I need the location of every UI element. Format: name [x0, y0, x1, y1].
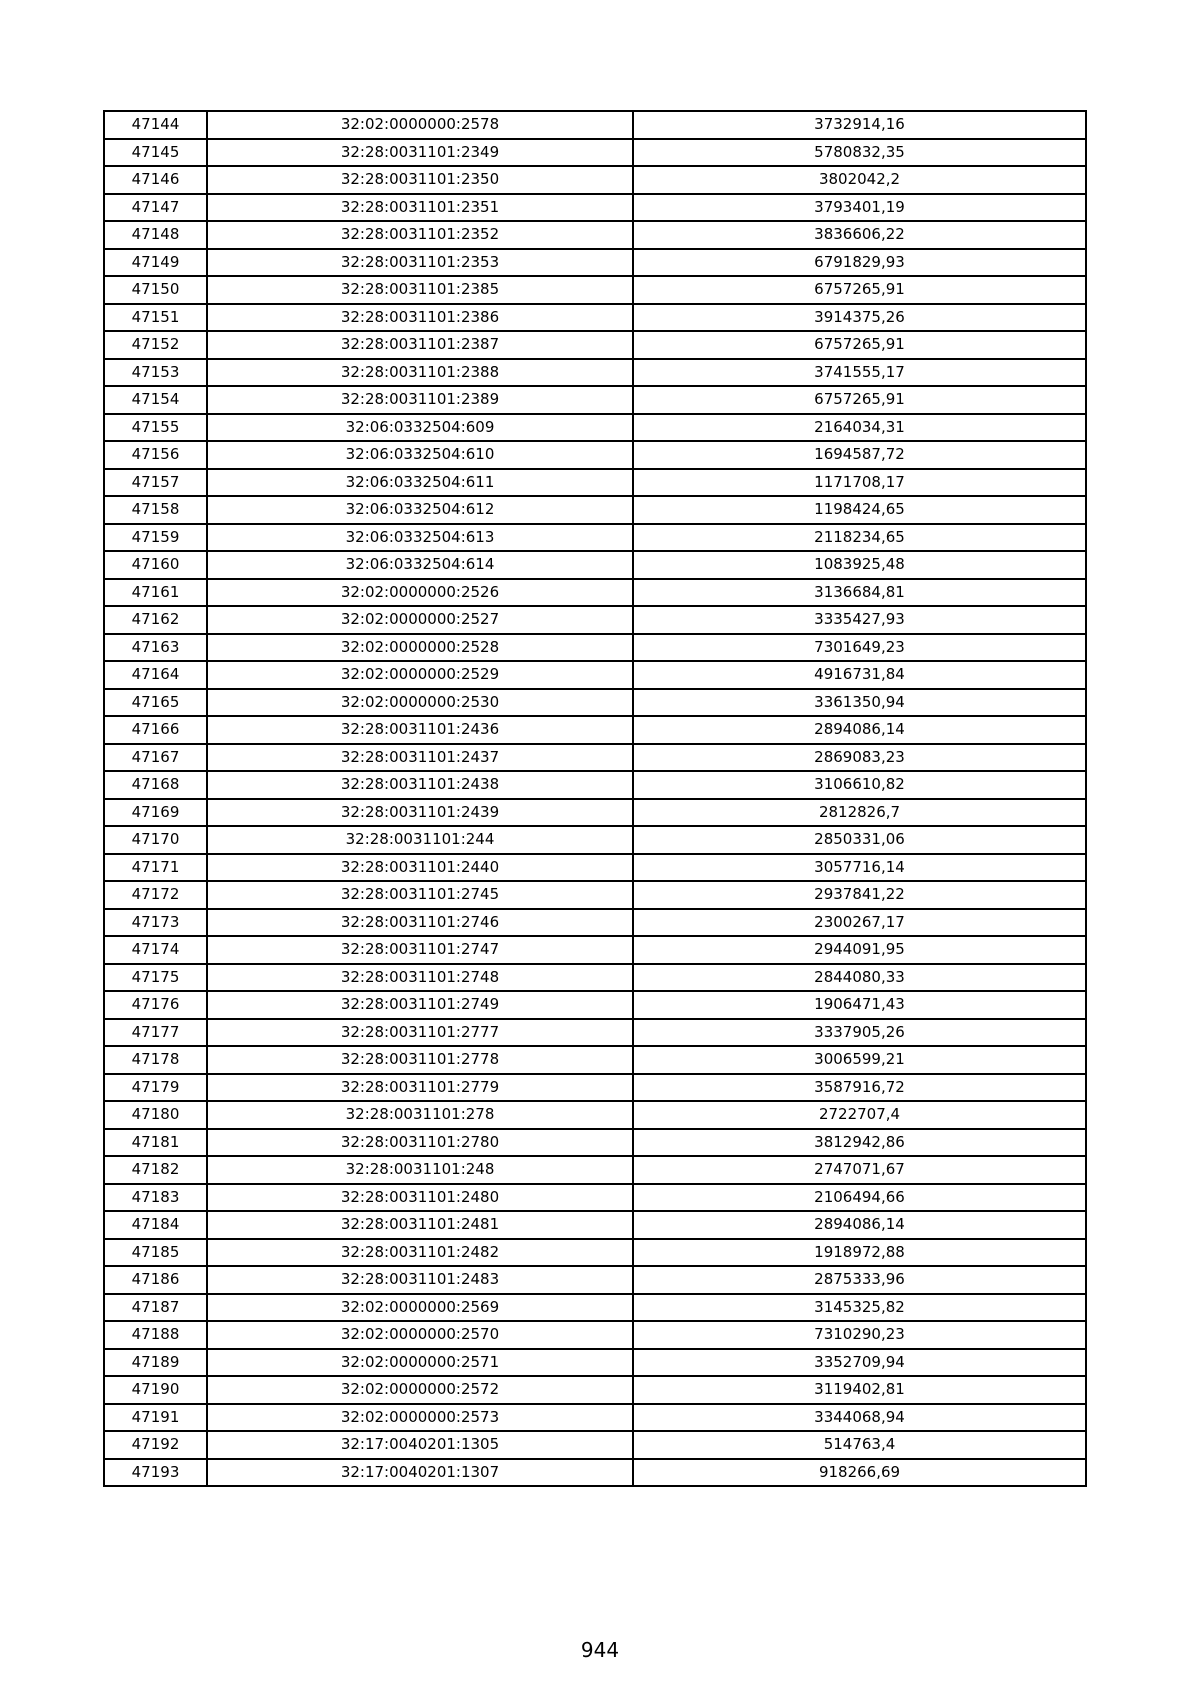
table-row — [104, 579, 1086, 607]
cadastral-number-cell: 32:02:0000000:2528 — [207, 634, 633, 662]
cadastral-number-cell: 32:28:0031101:2436 — [207, 716, 633, 744]
row-number-cell: 47150 — [104, 276, 207, 304]
value-cell: 6757265,91 — [633, 386, 1086, 414]
row-number-cell: 47167 — [104, 744, 207, 772]
row-number-cell: 47147 — [104, 194, 207, 222]
table-row — [104, 1156, 1086, 1184]
table-row — [104, 441, 1086, 469]
row-number-cell: 47190 — [104, 1376, 207, 1404]
cadastral-number-cell: 32:28:0031101:2389 — [207, 386, 633, 414]
value-cell: 2106494,66 — [633, 1184, 1086, 1212]
row-number-cell: 47171 — [104, 854, 207, 882]
row-number-cell: 47157 — [104, 469, 207, 497]
row-number-cell: 47155 — [104, 414, 207, 442]
cadastral-number-cell: 32:02:0000000:2571 — [207, 1349, 633, 1377]
cadastral-number-cell: 32:28:0031101:244 — [207, 826, 633, 854]
row-number-cell: 47151 — [104, 304, 207, 332]
cadastral-number-cell: 32:28:0031101:2482 — [207, 1239, 633, 1267]
cadastral-number-cell: 32:02:0000000:2527 — [207, 606, 633, 634]
cadastral-number-cell: 32:28:0031101:2439 — [207, 799, 633, 827]
table-row — [104, 249, 1086, 277]
table-row — [104, 799, 1086, 827]
cadastral-number-cell: 32:28:0031101:2745 — [207, 881, 633, 909]
cadastral-number-cell: 32:28:0031101:2387 — [207, 331, 633, 359]
cadastral-number-cell: 32:28:0031101:2777 — [207, 1019, 633, 1047]
table-row — [104, 1239, 1086, 1267]
table-row — [104, 1266, 1086, 1294]
cadastral-number-cell: 32:28:0031101:2438 — [207, 771, 633, 799]
value-cell: 3802042,2 — [633, 166, 1086, 194]
row-number-cell: 47149 — [104, 249, 207, 277]
table-row — [104, 304, 1086, 332]
value-cell: 3057716,14 — [633, 854, 1086, 882]
row-number-cell: 47152 — [104, 331, 207, 359]
cadastral-number-cell: 32:02:0000000:2526 — [207, 579, 633, 607]
table-row — [104, 139, 1086, 167]
cadastral-number-cell: 32:28:0031101:2386 — [207, 304, 633, 332]
table-row — [104, 194, 1086, 222]
cadastral-number-cell: 32:06:0332504:610 — [207, 441, 633, 469]
cadastral-number-cell: 32:28:0031101:2748 — [207, 964, 633, 992]
row-number-cell: 47183 — [104, 1184, 207, 1212]
cadastral-number-cell: 32:28:0031101:2778 — [207, 1046, 633, 1074]
cadastral-number-cell: 32:02:0000000:2573 — [207, 1404, 633, 1432]
table-row — [104, 1321, 1086, 1349]
value-cell: 2850331,06 — [633, 826, 1086, 854]
table-row — [104, 606, 1086, 634]
cadastral-number-cell: 32:02:0000000:2530 — [207, 689, 633, 717]
row-number-cell: 47154 — [104, 386, 207, 414]
table-row — [104, 359, 1086, 387]
table-row — [104, 111, 1086, 139]
table-row — [104, 386, 1086, 414]
cadastral-number-cell: 32:28:0031101:2483 — [207, 1266, 633, 1294]
cadastral-number-cell: 32:06:0332504:613 — [207, 524, 633, 552]
row-number-cell: 47156 — [104, 441, 207, 469]
value-cell: 1918972,88 — [633, 1239, 1086, 1267]
value-cell: 2937841,22 — [633, 881, 1086, 909]
value-cell: 3006599,21 — [633, 1046, 1086, 1074]
row-number-cell: 47159 — [104, 524, 207, 552]
value-cell: 3836606,22 — [633, 221, 1086, 249]
cadastral-number-cell: 32:06:0332504:612 — [207, 496, 633, 524]
value-cell: 7301649,23 — [633, 634, 1086, 662]
cadastral-number-cell: 32:28:0031101:2353 — [207, 249, 633, 277]
row-number-cell: 47189 — [104, 1349, 207, 1377]
value-cell: 918266,69 — [633, 1459, 1086, 1487]
table-row — [104, 854, 1086, 882]
table-row — [104, 331, 1086, 359]
cadastral-number-cell: 32:02:0000000:2570 — [207, 1321, 633, 1349]
value-cell: 514763,4 — [633, 1431, 1086, 1459]
row-number-cell: 47185 — [104, 1239, 207, 1267]
table-row — [104, 1211, 1086, 1239]
value-cell: 3793401,19 — [633, 194, 1086, 222]
cadastral-number-cell: 32:28:0031101:2746 — [207, 909, 633, 937]
table-row — [104, 826, 1086, 854]
row-number-cell: 47161 — [104, 579, 207, 607]
row-number-cell: 47193 — [104, 1459, 207, 1487]
row-number-cell: 47180 — [104, 1101, 207, 1129]
row-number-cell: 47188 — [104, 1321, 207, 1349]
cadastral-number-cell: 32:02:0000000:2578 — [207, 111, 633, 139]
value-cell: 3741555,17 — [633, 359, 1086, 387]
table-row — [104, 1294, 1086, 1322]
row-number-cell: 47174 — [104, 936, 207, 964]
row-number-cell: 47153 — [104, 359, 207, 387]
value-cell: 3812942,86 — [633, 1129, 1086, 1157]
cadastral-number-cell: 32:28:0031101:2437 — [207, 744, 633, 772]
value-cell: 2944091,95 — [633, 936, 1086, 964]
row-number-cell: 47162 — [104, 606, 207, 634]
cadastral-number-cell: 32:02:0000000:2569 — [207, 1294, 633, 1322]
row-number-cell: 47187 — [104, 1294, 207, 1322]
row-number-cell: 47148 — [104, 221, 207, 249]
table-row — [104, 716, 1086, 744]
row-number-cell: 47179 — [104, 1074, 207, 1102]
table-row — [104, 1019, 1086, 1047]
cadastral-number-cell: 32:06:0332504:609 — [207, 414, 633, 442]
table-row — [104, 771, 1086, 799]
row-number-cell: 47182 — [104, 1156, 207, 1184]
value-cell: 2164034,31 — [633, 414, 1086, 442]
table-row — [104, 964, 1086, 992]
value-cell: 2894086,14 — [633, 1211, 1086, 1239]
row-number-cell: 47184 — [104, 1211, 207, 1239]
cadastral-number-cell: 32:17:0040201:1305 — [207, 1431, 633, 1459]
cadastral-number-cell: 32:06:0332504:614 — [207, 551, 633, 579]
page-number: 944 — [580, 1638, 620, 1662]
cadastral-number-cell: 32:28:0031101:278 — [207, 1101, 633, 1129]
row-number-cell: 47163 — [104, 634, 207, 662]
table-row — [104, 524, 1086, 552]
row-number-cell: 47181 — [104, 1129, 207, 1157]
value-cell: 3106610,82 — [633, 771, 1086, 799]
cadastral-number-cell: 32:28:0031101:2440 — [207, 854, 633, 882]
row-number-cell: 47172 — [104, 881, 207, 909]
value-cell: 2722707,4 — [633, 1101, 1086, 1129]
value-cell: 3361350,94 — [633, 689, 1086, 717]
cadastral-number-cell: 32:28:0031101:2351 — [207, 194, 633, 222]
table-row — [104, 881, 1086, 909]
cadastral-number-cell: 32:28:0031101:2388 — [207, 359, 633, 387]
cadastral-number-cell: 32:17:0040201:1307 — [207, 1459, 633, 1487]
value-cell: 3136684,81 — [633, 579, 1086, 607]
cadastral-number-cell: 32:28:0031101:2481 — [207, 1211, 633, 1239]
cadastral-number-cell: 32:28:0031101:2779 — [207, 1074, 633, 1102]
row-number-cell: 47158 — [104, 496, 207, 524]
row-number-cell: 47186 — [104, 1266, 207, 1294]
cadastral-number-cell: 32:28:0031101:2385 — [207, 276, 633, 304]
value-cell: 2300267,17 — [633, 909, 1086, 937]
value-cell: 6791829,93 — [633, 249, 1086, 277]
cadastral-number-cell: 32:28:0031101:2349 — [207, 139, 633, 167]
row-number-cell: 47146 — [104, 166, 207, 194]
value-cell: 2118234,65 — [633, 524, 1086, 552]
value-cell: 3335427,93 — [633, 606, 1086, 634]
cadastral-number-cell: 32:06:0332504:611 — [207, 469, 633, 497]
table-row — [104, 1404, 1086, 1432]
value-cell: 3119402,81 — [633, 1376, 1086, 1404]
cadastral-number-cell: 32:02:0000000:2529 — [207, 661, 633, 689]
cadastral-number-cell: 32:28:0031101:2747 — [207, 936, 633, 964]
row-number-cell: 47168 — [104, 771, 207, 799]
value-cell: 2812826,7 — [633, 799, 1086, 827]
value-cell: 1083925,48 — [633, 551, 1086, 579]
row-number-cell: 47145 — [104, 139, 207, 167]
table-row — [104, 1129, 1086, 1157]
value-cell: 1906471,43 — [633, 991, 1086, 1019]
row-number-cell: 47173 — [104, 909, 207, 937]
value-cell: 3337905,26 — [633, 1019, 1086, 1047]
cadastral-number-cell: 32:02:0000000:2572 — [207, 1376, 633, 1404]
value-cell: 4916731,84 — [633, 661, 1086, 689]
table-row — [104, 661, 1086, 689]
value-cell: 3352709,94 — [633, 1349, 1086, 1377]
table-row — [104, 1074, 1086, 1102]
table-row — [104, 1046, 1086, 1074]
row-number-cell: 47191 — [104, 1404, 207, 1432]
table-row — [104, 634, 1086, 662]
value-cell: 6757265,91 — [633, 276, 1086, 304]
cadastral-number-cell: 32:28:0031101:2480 — [207, 1184, 633, 1212]
value-cell: 2875333,96 — [633, 1266, 1086, 1294]
table-row — [104, 1376, 1086, 1404]
value-cell: 3145325,82 — [633, 1294, 1086, 1322]
row-number-cell: 47170 — [104, 826, 207, 854]
value-cell: 2747071,67 — [633, 1156, 1086, 1184]
value-cell: 3587916,72 — [633, 1074, 1086, 1102]
table-body — [104, 111, 1086, 1486]
row-number-cell: 47164 — [104, 661, 207, 689]
table-row — [104, 1349, 1086, 1377]
table-row — [104, 991, 1086, 1019]
table-row — [104, 1184, 1086, 1212]
cadastral-number-cell: 32:28:0031101:2780 — [207, 1129, 633, 1157]
value-cell: 3914375,26 — [633, 304, 1086, 332]
row-number-cell: 47165 — [104, 689, 207, 717]
value-cell: 1171708,17 — [633, 469, 1086, 497]
row-number-cell: 47178 — [104, 1046, 207, 1074]
table-row — [104, 1459, 1086, 1487]
value-cell: 6757265,91 — [633, 331, 1086, 359]
data-table — [103, 110, 1087, 1487]
table-row — [104, 276, 1086, 304]
value-cell: 1694587,72 — [633, 441, 1086, 469]
cadastral-number-cell: 32:28:0031101:2352 — [207, 221, 633, 249]
table-row — [104, 469, 1086, 497]
value-cell: 5780832,35 — [633, 139, 1086, 167]
table-row — [104, 1101, 1086, 1129]
table-row — [104, 221, 1086, 249]
cadastral-number-cell: 32:28:0031101:248 — [207, 1156, 633, 1184]
value-cell: 2844080,33 — [633, 964, 1086, 992]
table-row — [104, 744, 1086, 772]
value-cell: 2894086,14 — [633, 716, 1086, 744]
table-row — [104, 166, 1086, 194]
table-row — [104, 689, 1086, 717]
value-cell: 2869083,23 — [633, 744, 1086, 772]
cadastral-number-cell: 32:28:0031101:2350 — [207, 166, 633, 194]
value-cell: 1198424,65 — [633, 496, 1086, 524]
row-number-cell: 47192 — [104, 1431, 207, 1459]
row-number-cell: 47175 — [104, 964, 207, 992]
table-row — [104, 414, 1086, 442]
table-row — [104, 551, 1086, 579]
value-cell: 3344068,94 — [633, 1404, 1086, 1432]
table-row — [104, 1431, 1086, 1459]
value-cell: 3732914,16 — [633, 111, 1086, 139]
row-number-cell: 47177 — [104, 1019, 207, 1047]
table-row — [104, 936, 1086, 964]
row-number-cell: 47144 — [104, 111, 207, 139]
table-row — [104, 909, 1086, 937]
value-cell: 7310290,23 — [633, 1321, 1086, 1349]
row-number-cell: 47169 — [104, 799, 207, 827]
table-row — [104, 496, 1086, 524]
row-number-cell: 47160 — [104, 551, 207, 579]
row-number-cell: 47176 — [104, 991, 207, 1019]
row-number-cell: 47166 — [104, 716, 207, 744]
cadastral-number-cell: 32:28:0031101:2749 — [207, 991, 633, 1019]
